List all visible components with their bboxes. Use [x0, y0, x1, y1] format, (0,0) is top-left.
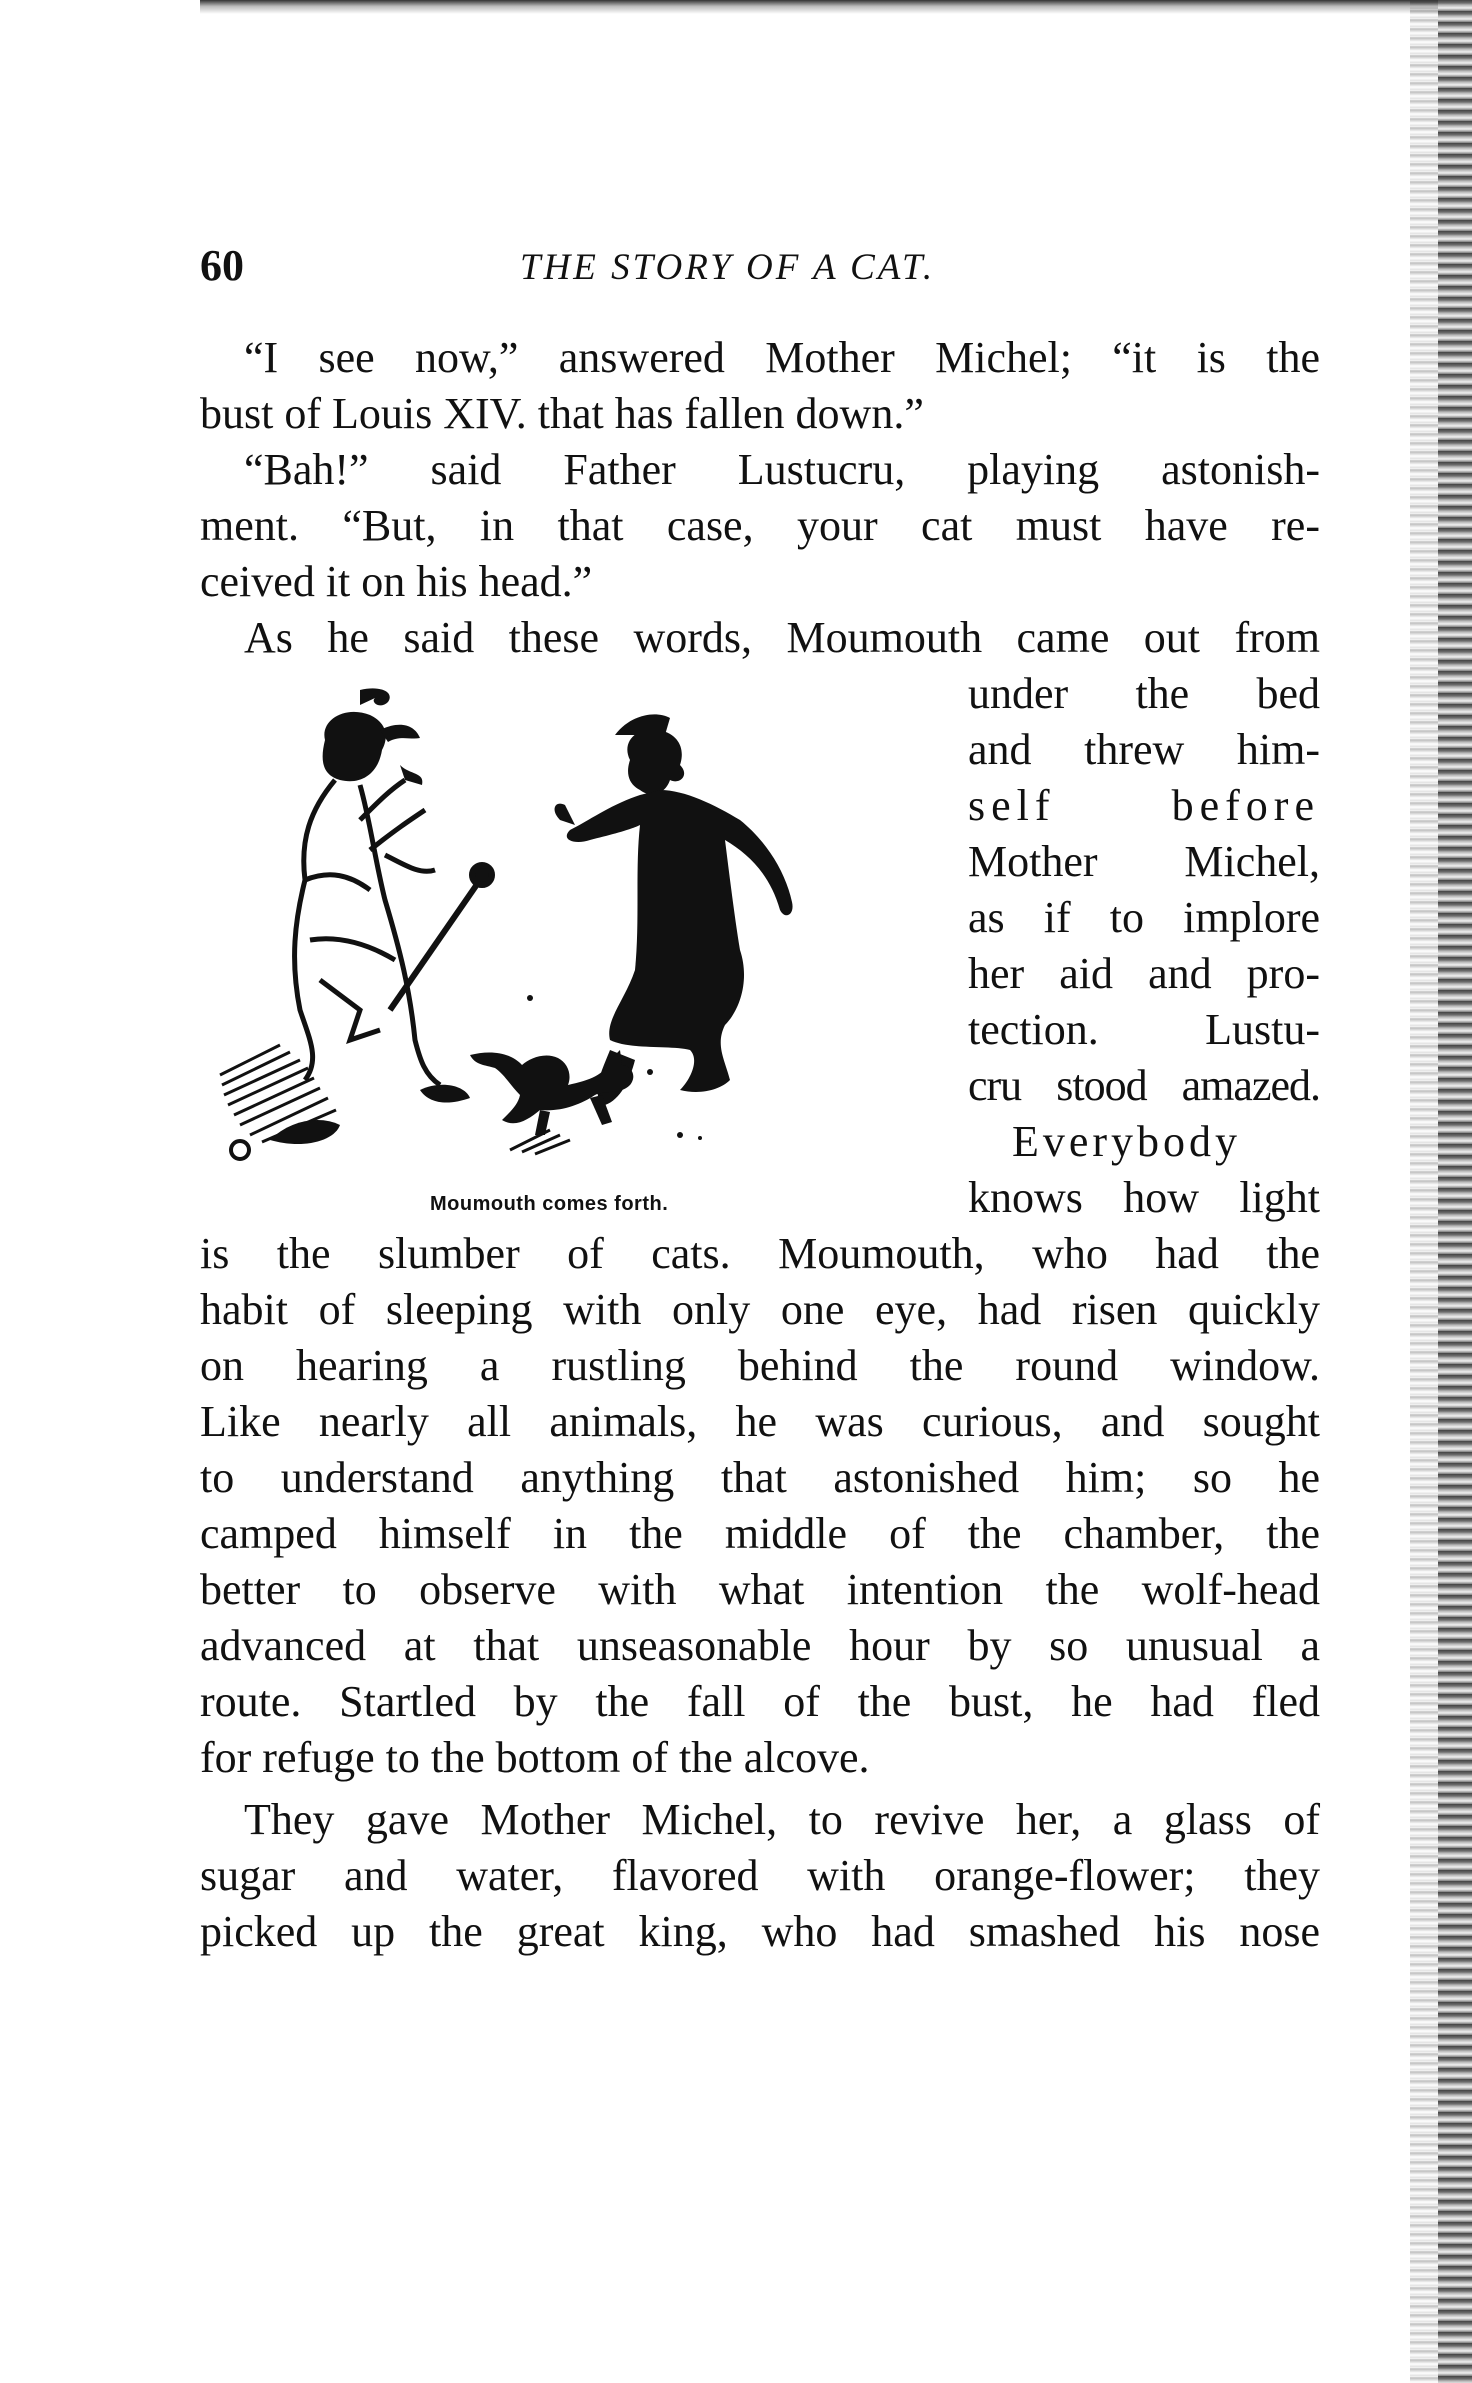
text-line: Everybody	[1012, 1117, 1242, 1166]
page-binding-shadow	[1410, 0, 1438, 2383]
page-header	[200, 240, 1320, 300]
text-line: self before	[968, 781, 1320, 830]
text-line: They gave Mother Michel, to revive her, a glass of	[244, 1795, 1320, 1844]
page-top-edge	[200, 0, 1438, 14]
text-line: ment. “But, in that case, your cat must have re-	[200, 501, 1320, 550]
text-line: under the bed	[968, 669, 1320, 718]
text-line: bust of Louis XIV. that has fallen down.”	[200, 389, 924, 438]
text-line: route. Startled by the fall of the bust, he had fled	[200, 1677, 1320, 1726]
text-line: picked up the great king, who had smashed his nose	[200, 1907, 1320, 1956]
page-number: 60	[200, 241, 244, 290]
page-right-edge	[1438, 0, 1472, 2383]
text-line: Like nearly all animals, he was curious, and sought	[200, 1397, 1320, 1446]
text-line: “Bah!” said Father Lustucru, playing astonish-	[244, 445, 1320, 494]
running-head: THE STORY OF A CAT.	[520, 247, 936, 288]
body-text	[200, 330, 1320, 1990]
text-line: habit of sleeping with only one eye, had risen quickly	[200, 1285, 1320, 1334]
text-line: As he said these words, Moumouth came out from	[244, 613, 1320, 662]
text-line: better to observe with what intention the wolf-head	[200, 1565, 1320, 1614]
text-line: Mother Michel,	[968, 837, 1320, 886]
text-line: her aid and pro-	[968, 949, 1320, 998]
text-line: tection. Lustu-	[968, 1005, 1320, 1054]
text-line: is the slumber of cats. Moumouth, who had the	[200, 1229, 1320, 1278]
figure-caption: Moumouth comes forth.	[430, 1193, 669, 1215]
text-line: cru stood amazed.	[968, 1061, 1320, 1110]
text-line: as if to implore	[968, 893, 1320, 942]
text-line: sugar and water, flavored with orange-flower; they	[200, 1851, 1320, 1900]
text-line: “I see now,” answered Mother Michel; “it is the	[244, 333, 1320, 382]
text-line: ceived it on his head.”	[200, 557, 593, 606]
text-line: for refuge to the bottom of the alcove.	[200, 1733, 870, 1782]
text-line: knows how light	[968, 1173, 1320, 1222]
text-line: on hearing a rustling behind the round window.	[200, 1341, 1320, 1390]
text-line: and threw him-	[968, 725, 1320, 774]
text-line: to understand anything that astonished him; so he	[200, 1453, 1320, 1502]
text-line: camped himself in the middle of the chamber, the	[200, 1509, 1320, 1558]
text-line: advanced at that unseasonable hour by so unusual a	[200, 1621, 1320, 1670]
